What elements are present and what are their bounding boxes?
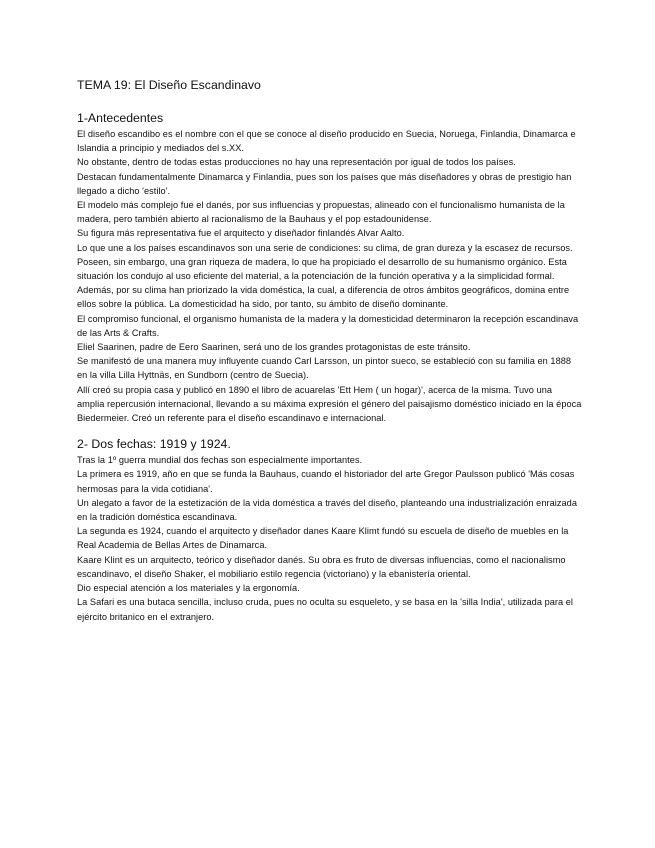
paragraph: Se manifestó de una manera muy influyente cuando Carl Larsson, un pintor sueco, se estableció con su familia en 1888 en la villa Lilla Hyttnäs, en Sundborn (centro de Suecia). (77, 356, 572, 381)
paragraph: Dio especial atención a los materiales y la ergonomía. (77, 583, 300, 594)
paragraph: Lo que une a los países escandinavos son una serie de condiciones: su clima, de gran dureza y la escasez de recursos. (77, 242, 573, 253)
paragraph: Poseen, sin embargo, una gran riqueza de madera, lo que ha propiciado el desarrollo de su humanismo orgánico. Esta situación los condujo al uso eficiente del material, a la potenciación de la función operativa y a la simplicidad formal. (77, 256, 567, 282)
paragraph: Un alegato a favor de la estetización de la vida doméstica a través del diseño, planteando una industrialización enraizada en la tradición doméstica escandinava. (77, 497, 577, 523)
paragraph: El diseño escandibo es el nombre con el que se conoce al diseño producido en Suecia, Noruega, Finlandia, Dinamarca e Islandia a principio y mediados del s.XX. (77, 129, 576, 154)
paragraph: Destacan fundamentalmente Dinamarca y Finlandia, pues son los países que más diseñadores y obras de prestigio han llegado a dicho 'estilo'. (77, 171, 572, 196)
paragraph: El modelo más complejo fue el danés, por sus influencias y propuestas, alineado con el funcionalismo humanista de la madera, pero también abierto al racionalismo de la Bauhaus y el pop estadounidense. (77, 200, 565, 225)
section-heading: 2- Dos fechas: 1919 y 1924. (77, 437, 231, 452)
paragraph: Su figura más representativa fue el arquitecto y diseñador finlandés Alvar Aalto. (77, 228, 405, 239)
paragraph: Además, por su clima han priorizado la vida doméstica, la cual, a diferencia de otros ámbitos geográficos, domina entre ellos sobre la pública. La domesticidad ha sido, por tanto, su ámbito de diseño dominante. (77, 285, 570, 310)
paragraph: La primera es 1919, año en que se funda la Bauhaus, cuando el historiador del arte Gregor Paulsson publicó 'Más cosas hermosas para la vida cotidiana'. (77, 469, 575, 494)
document-body (77, 78, 582, 624)
paragraph: Allí creó su propia casa y publicó en 1890 el libro de acuarelas 'Ett Hem ( un hogar)', acerca de la misma. Tuvo una amplia repercusión internacional, llevando a su máxima expresión el género del paisajismo doméstico iniciado en la época Biedermeier. Creó un referente para el diseño escandinavo e internacional. (77, 384, 582, 424)
paragraph: Kaare Klint es un arquitecto, teórico y diseñador danés. Su obra es fruto de diversas influencias, como el nacionalismo escandinavo, el diseño Shaker, el mobiliario estilo regencia (victoriano) y la ebanistería oriental. (77, 554, 566, 579)
paragraph: La segunda es 1924, cuando el arquitecto y diseñador danes Kaare Klimt fundó su escuela de diseño de muebles en la Real Academia de Bellas Artes de Dinamarca. (77, 526, 569, 551)
paragraph: La Safari es una butaca sencilla, incluso cruda, pues no oculta su esqueleto, y se basa en la 'silla India', utilizada para el ejército britanico en el extranjero. (77, 597, 574, 622)
section-spacer (77, 425, 582, 437)
section-dos-fechas (77, 437, 582, 623)
section-heading: 1-Antecedentes (77, 111, 164, 125)
paragraph: El compromiso funcional, el organismo humanista de la madera y la domesticidad determinaron la recepción escandinava de las Arts & Crafts. (77, 313, 579, 338)
paragraph: Tras la 1º guerra mundial dos fechas son especialmente importantes. (77, 455, 363, 466)
paragraph: No obstante, dentro de todas estas producciones no hay una representación por igual de todos los países. (77, 157, 516, 168)
document-title: TEMA 19: El Diseño Escandinavo (77, 78, 261, 92)
paragraph: Eliel Saarinen, padre de Eero Saarinen, será uno de los grandes protagonistas de este tránsito. (77, 342, 471, 353)
section-antecedentes (77, 111, 582, 425)
